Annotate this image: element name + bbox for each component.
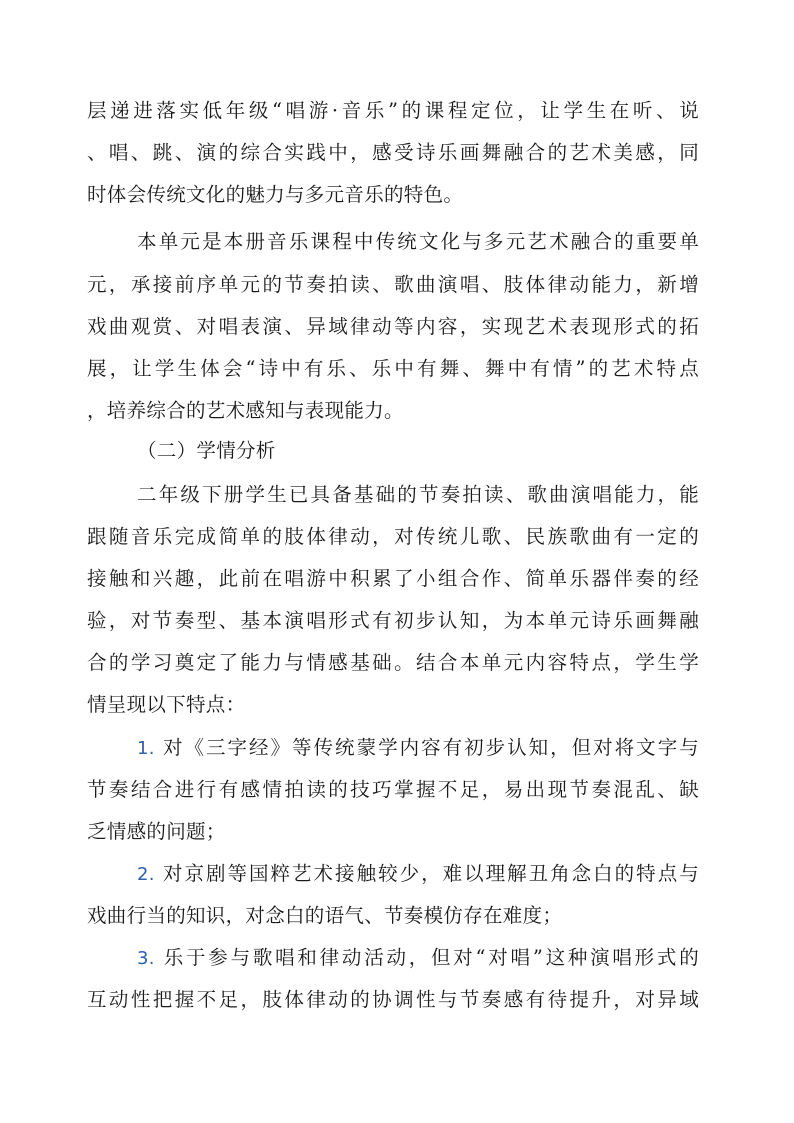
list-item bbox=[137, 941, 699, 975]
paragraph-line: 合的学习奠定了能力与情感基础。结合本单元内容特点，学生学 bbox=[87, 651, 699, 674]
paragraph-line: 展，让学生体会“诗中有乐、乐中有舞、舞中有情”的艺术特点 bbox=[87, 357, 699, 380]
paragraph-line: 时体会传统文化的魅力与多元音乐的特色。 bbox=[87, 183, 464, 206]
paragraph-line: 情呈现以下特点： bbox=[87, 693, 246, 716]
paragraph-line: 互动性把握不足，肢体律动的协调性与节奏感有待提升，对异域 bbox=[87, 988, 699, 1011]
paragraph-line: 二年级下册学生已具备基础的节奏拍读、歌曲演唱能力，能 bbox=[137, 483, 699, 506]
list-number: 3. bbox=[137, 948, 155, 969]
paragraph-line: 接触和兴趣，此前在唱游中积累了小组合作、简单乐器伴奏的经 bbox=[87, 567, 699, 590]
paragraph-line: 元，承接前序单元的节奏拍读、歌曲演唱、肢体律动能力，新增 bbox=[87, 273, 699, 296]
paragraph-line: ，培养综合的艺术感知与表现能力。 bbox=[87, 399, 404, 422]
list-item bbox=[137, 857, 699, 891]
list-number: 2. bbox=[137, 864, 155, 885]
paragraph-line: 层递进落实低年级“唱游·音乐”的课程定位，让学生在听、说 bbox=[87, 99, 699, 122]
paragraph-line: 验，对节奏型、基本演唱形式有初步认知，为本单元诗乐画舞融 bbox=[87, 609, 699, 632]
paragraph-line: 戏曲行当的知识，对念白的语气、节奏模仿存在难度； bbox=[87, 904, 563, 927]
section-heading: （二）学情分析 bbox=[137, 439, 276, 462]
list-item bbox=[137, 731, 699, 765]
paragraph-line: 本单元是本册音乐课程中传统文化与多元艺术融合的重要单 bbox=[137, 230, 699, 253]
list-item-text: 对京剧等国粹艺术接触较少，难以理解丑角念白的特点与 bbox=[154, 862, 699, 885]
paragraph-line: 节奏结合进行有感情拍读的技巧掌握不足，易出现节奏混乱、缺 bbox=[87, 778, 699, 801]
paragraph-line: 跟随音乐完成简单的肢体律动，对传统儿歌、民族歌曲有一定的 bbox=[87, 525, 699, 548]
paragraph-line: 、唱、跳、演的综合实践中，感受诗乐画舞融合的艺术美感，同 bbox=[87, 141, 699, 164]
list-item-text: 乐于参与歌唱和律动活动，但对“对唱”这种演唱形式的 bbox=[154, 946, 699, 969]
paragraph-line: 戏曲观赏、对唱表演、异域律动等内容，实现艺术表现形式的拓 bbox=[87, 315, 699, 338]
list-item-text: 对《三字经》等传统蒙学内容有初步认知，但对将文字与 bbox=[154, 736, 699, 759]
list-number: 1. bbox=[137, 738, 155, 759]
paragraph-line: 乏情感的问题； bbox=[87, 820, 226, 843]
